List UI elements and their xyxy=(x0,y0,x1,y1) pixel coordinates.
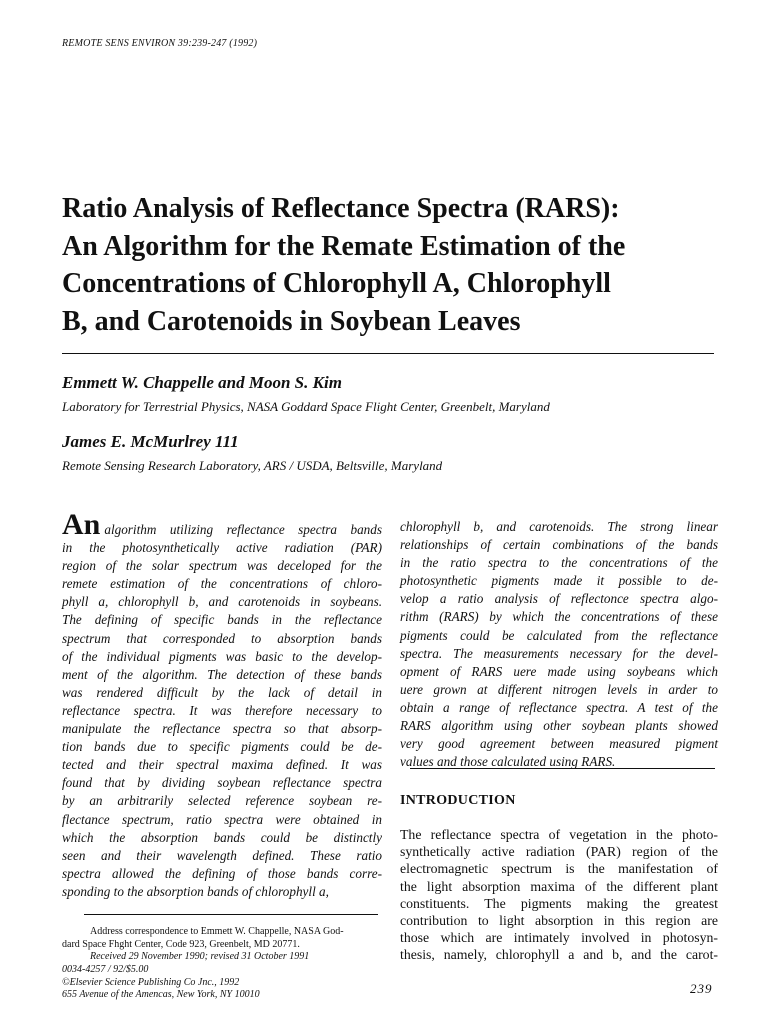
abstract-line: photosynthetic pigments made it possible to de- xyxy=(400,573,718,589)
footnote-line: Address correspondence to Emmett W. Chappelle, NASA God- xyxy=(90,926,344,937)
abstract-line: tion bands due to specific pigments could be de- xyxy=(62,739,382,755)
abstract-line: by an arbitrarily selected reference soybean re- xyxy=(62,793,382,809)
footnote-line: Received 29 November 1990; revised 31 October 1991 xyxy=(90,951,310,962)
body-line: the light absorption maxima of the different plant xyxy=(400,878,718,894)
author-group-2: James E. McMurlrey 111 xyxy=(62,432,239,451)
abstract-line: seen and their wavelength defined. These ratio xyxy=(62,847,382,863)
body-line: constituents. The pigments making the greatest xyxy=(400,895,718,911)
title-line: Ratio Analysis of Reflectance Spectra (RARS): xyxy=(62,193,620,224)
section-heading: INTRODUCTION xyxy=(400,793,516,808)
abstract-line: spectra allowed the defining of those bands corre- xyxy=(62,865,382,881)
abstract-line: region of the solar spectrum was deceloped for the xyxy=(62,558,382,574)
body-line: those which are intimately involved in photosyn- xyxy=(400,930,718,946)
abstract-line: relationships of certain combinations of the bands xyxy=(400,537,718,553)
title-divider xyxy=(62,353,714,354)
abstract-line: pigments could be calculated from the reflectance xyxy=(400,627,718,643)
page-number: 239 xyxy=(690,981,713,996)
affiliation-2: Remote Sensing Research Laboratory, ARS / USDA, Beltsville, Maryland xyxy=(62,458,443,473)
abstract-line: obtain a range of reflectance spectra. A test of the xyxy=(400,699,718,715)
title-line: Concentrations of Chlorophyll A, Chlorophyll xyxy=(62,268,611,299)
abstract-line: spectra. The measurements necessary for the devel- xyxy=(400,645,718,661)
abstract-line: flectance spectrum, ratio spectra were obtained in xyxy=(62,811,382,827)
abstract-line: in the photosynthetically active radiation (PAR) xyxy=(62,540,382,556)
journal-reference: REMOTE SENS ENVIRON 39:239-247 (1992) xyxy=(62,38,258,49)
footnote-line: dard Space Fhght Center, Code 923, Greenbelt, MD 20771. xyxy=(62,938,300,950)
abstract-line: remete estimation of the concentrations of chloro- xyxy=(62,576,382,592)
abstract-end-divider xyxy=(410,768,715,769)
abstract-line: opment of RARS uere made using soybeans which xyxy=(400,663,718,679)
body-line: thesis, namely, chlorophyll a and b, and the carot- xyxy=(400,947,718,963)
copyright-line: ©Elsevier Science Publishing Co Jnc., 1992 xyxy=(62,976,240,988)
abstract-line: values and those calculated using RARS. xyxy=(400,754,616,770)
abstract-line: very good agreement between measured pigment xyxy=(400,736,718,752)
abstract-line: was rendered difficult by the lack of detail in xyxy=(62,684,382,700)
affiliation-1: Laboratory for Terrestrial Physics, NASA Goddard Space Flight Center, Greenbelt, Maryland xyxy=(62,399,550,414)
abstract-line: manipulate the reflectance spectra so that absorp- xyxy=(62,721,382,737)
publication-info xyxy=(62,964,382,1002)
introduction-body xyxy=(400,826,718,964)
abstract-line: spectrum that corresponded to absorption bands xyxy=(62,630,382,646)
abstract-line: rithm (RARS) by which the concentrations of these xyxy=(400,609,718,625)
abstract-line: chlorophyll b, and carotenoids. The strong linear xyxy=(400,519,718,534)
abstract-line: uere grown at different nitrogen levels in arder to xyxy=(400,681,718,697)
abstract-line: ment of the algorithm. The detection of these bands xyxy=(62,666,382,682)
abstract-line: velop a ratio analysis of reflectonce spectra algo- xyxy=(400,591,718,607)
body-line: The reflectance spectra of vegetation in the photo- xyxy=(400,827,718,842)
abstract-line: phyll a, chlorophyll b, and carotenoids in soybeans. xyxy=(62,594,382,610)
abstract-line: tected and their spectral maxima defined. It was xyxy=(62,757,382,773)
correspondence-footnote xyxy=(62,926,382,964)
title-line: An Algorithm for the Remate Estimation of the xyxy=(62,230,626,262)
abstract-line: RARS algorithm using other soybean plants showed xyxy=(400,718,718,734)
paper-title xyxy=(62,190,722,340)
publisher-address: 655 Avenue of the Amencas, New York, NY 10010 xyxy=(62,989,260,1000)
abstract-line: of the individual pigments was basic to the develop- xyxy=(62,648,382,664)
abstract-line: found that by dividing soybean reflectance spectra xyxy=(62,775,382,791)
drop-cap: An xyxy=(62,508,101,541)
footnote-divider xyxy=(84,914,378,915)
abstract-line: The defining of specific bands in the reflectance xyxy=(62,612,382,628)
abstract-line: sponding to the absorption bands of chlorophyll a, xyxy=(62,883,329,899)
body-line: electromagnetic spectrum is the manifestation of xyxy=(400,861,718,877)
title-line: B, and Carotenoids in Soybean Leaves xyxy=(62,305,521,337)
body-line: synthetically active radiation (PAR) region of the xyxy=(400,844,718,860)
abstract-line: which the absorption bands could be distinctly xyxy=(62,829,382,845)
abstract-right-column xyxy=(400,518,718,771)
author-group-1: Emmett W. Chappelle and Moon S. Kim xyxy=(62,373,342,392)
abstract-line: in the ratio spectra to the concentrations of the xyxy=(400,555,718,571)
abstract-line: An algorithm utilizing reflectance spectra bands xyxy=(62,508,382,541)
abstract-line: reflectance spectra. It was therefore necessary to xyxy=(62,702,382,718)
issn-line: 0034-4257 / 92/$5.00 xyxy=(62,964,149,975)
body-line: contribution to light absorption in this region are xyxy=(400,913,718,929)
abstract-left-column xyxy=(62,508,382,901)
